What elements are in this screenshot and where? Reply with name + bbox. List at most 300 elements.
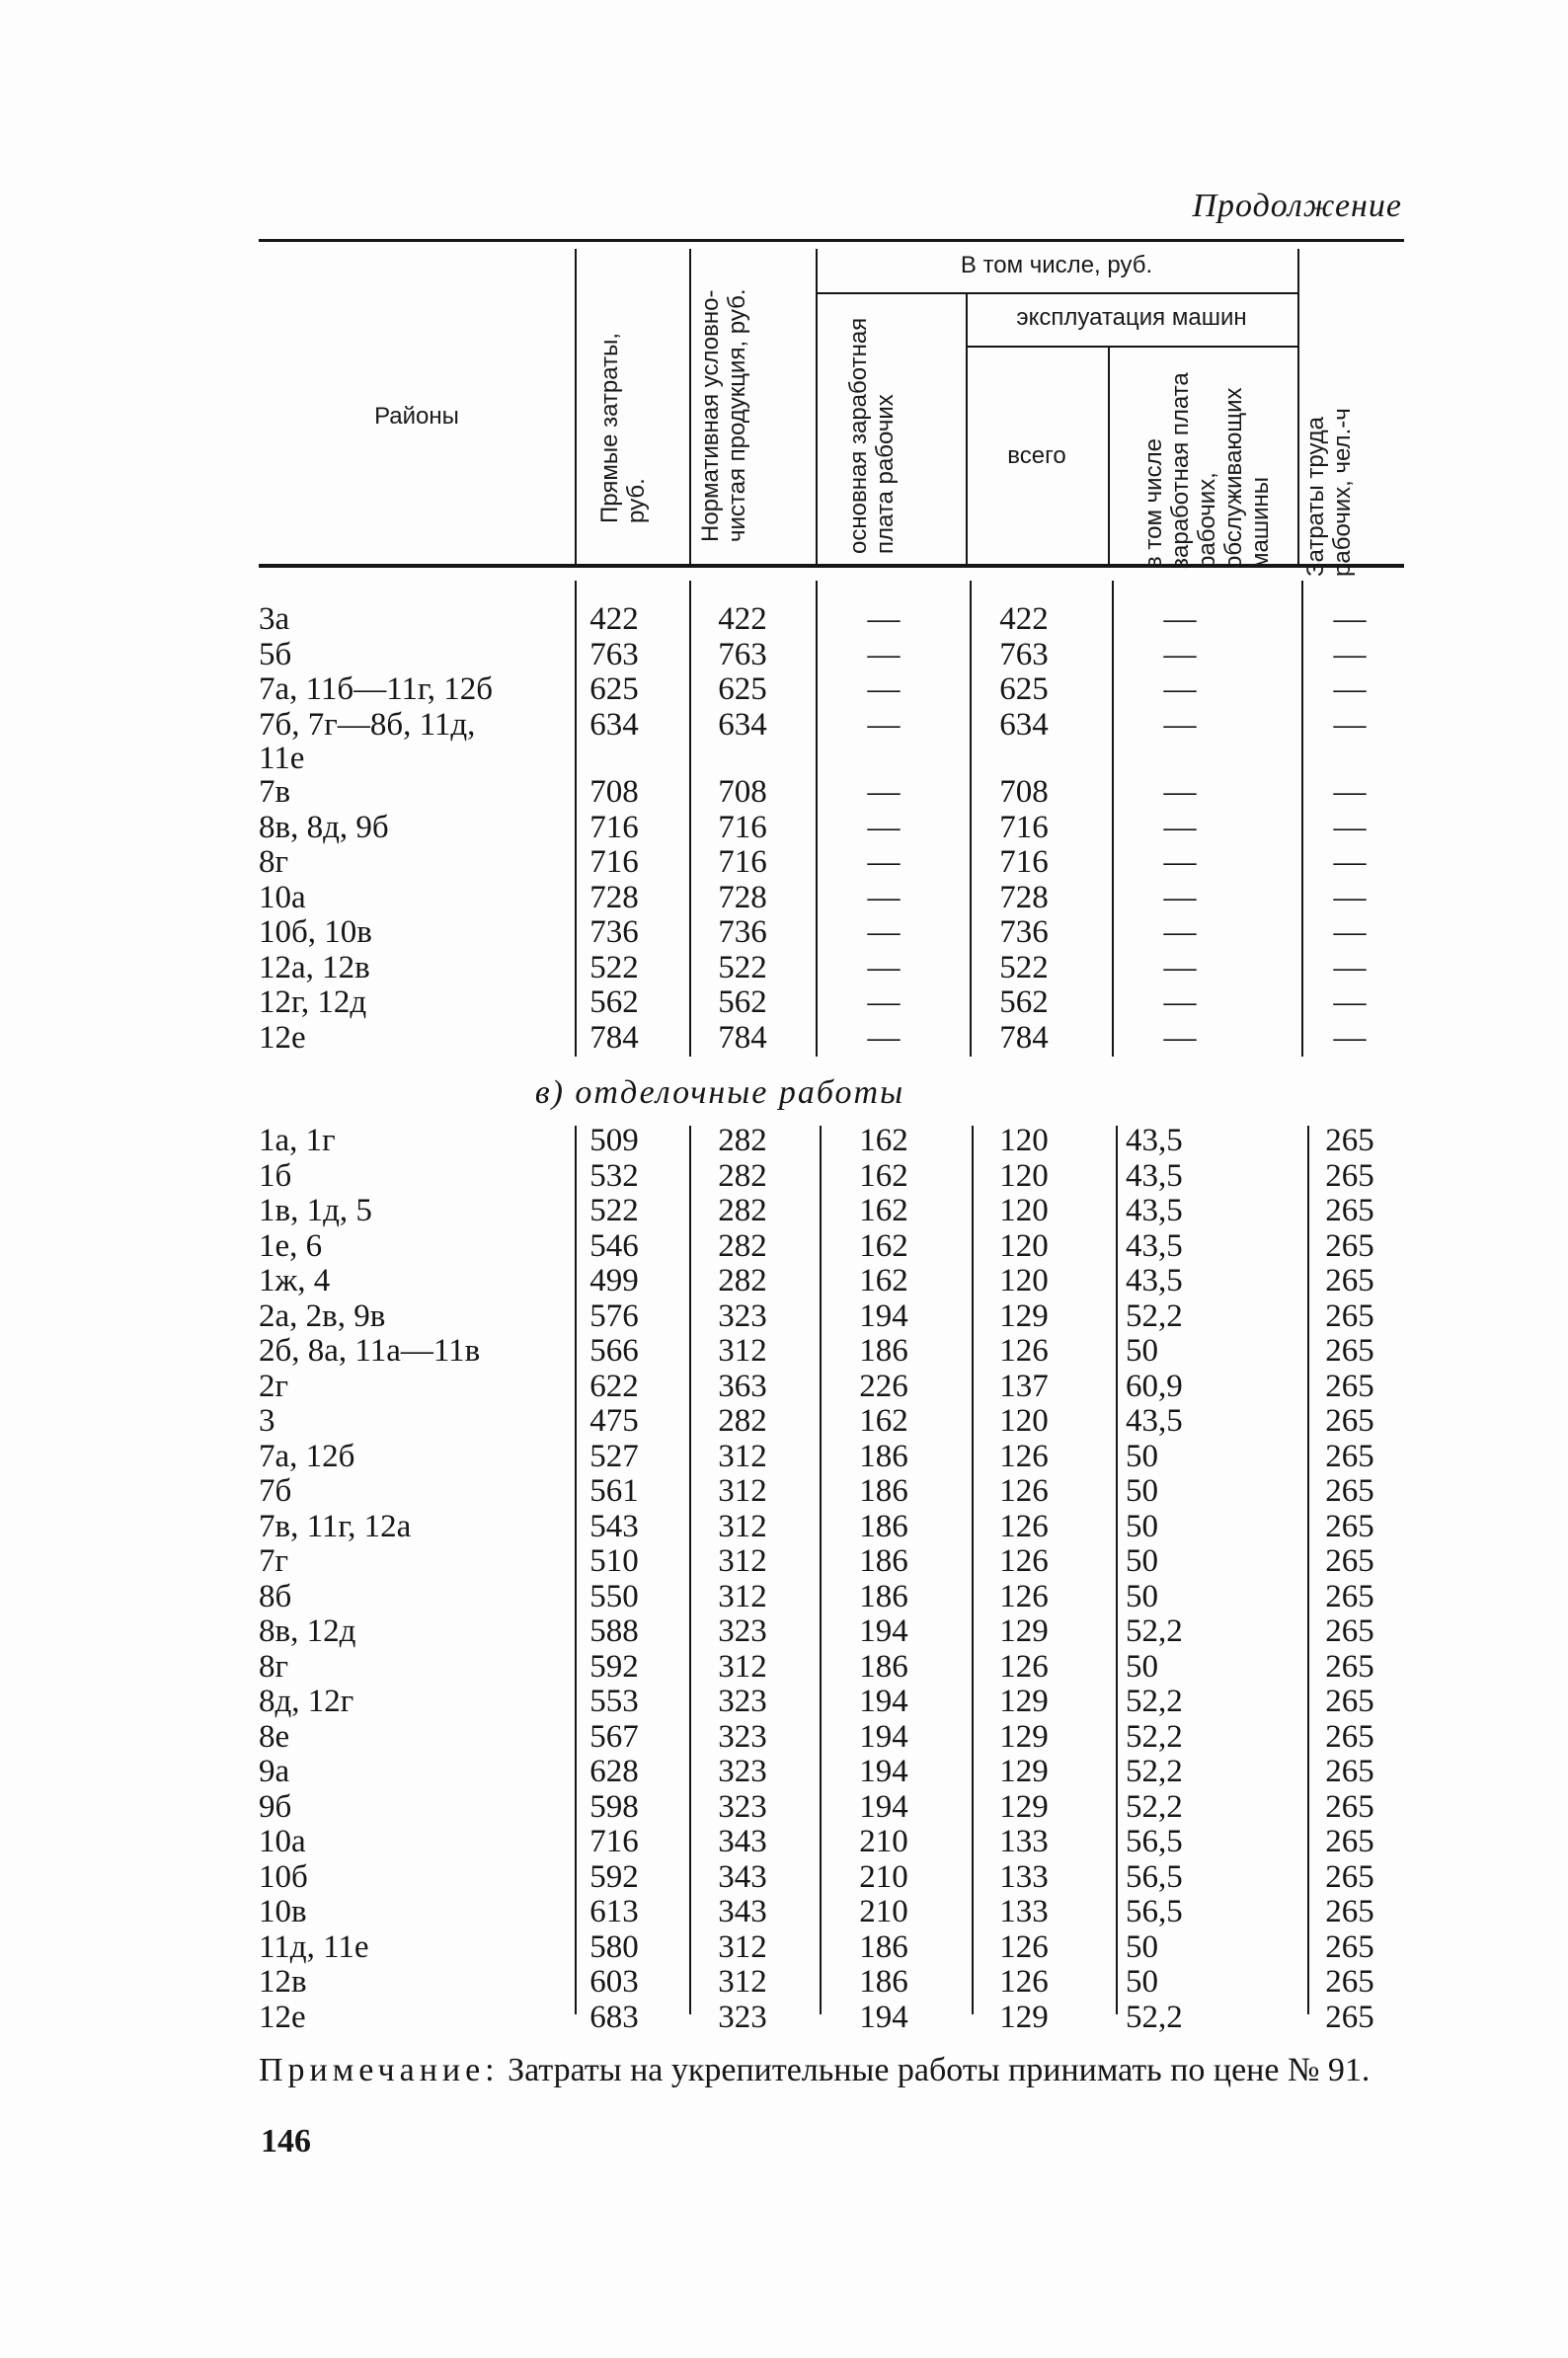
district-cell: 12е xyxy=(259,1019,306,1056)
table-row xyxy=(259,1194,1404,1229)
district-cell: 7г xyxy=(259,1543,289,1579)
direct-cell: 598 xyxy=(589,1788,639,1825)
district-cell: 5б xyxy=(259,636,292,672)
district-cell: 3 xyxy=(259,1403,275,1439)
direct-cell: 763 xyxy=(589,636,639,672)
norm-cell: 312 xyxy=(718,1333,767,1369)
table-row xyxy=(259,1124,1404,1159)
labor-cell: — xyxy=(1333,774,1367,810)
wages-cell: — xyxy=(867,809,901,845)
norm-cell: 312 xyxy=(718,1648,767,1685)
table-row xyxy=(259,638,1404,673)
table-row xyxy=(259,708,1404,744)
direct-cell: 784 xyxy=(589,1019,639,1056)
direct-cell: 576 xyxy=(589,1297,639,1334)
wages-cell: — xyxy=(867,879,901,915)
machine-wages-cell: — xyxy=(1163,844,1197,880)
machine-wages-cell: — xyxy=(1163,636,1197,672)
table-row xyxy=(259,743,1404,775)
total-cell: 126 xyxy=(999,1648,1049,1685)
norm-cell: 716 xyxy=(718,844,767,880)
total-cell: 126 xyxy=(999,1508,1049,1544)
labor-cell: 265 xyxy=(1325,1438,1374,1474)
wages-cell: 210 xyxy=(859,1824,908,1859)
direct-cell: 625 xyxy=(589,671,639,707)
machine-wages-cell: 50 xyxy=(1126,1578,1158,1614)
wages-cell: 186 xyxy=(859,1508,908,1544)
labor-cell: 265 xyxy=(1325,1263,1374,1298)
total-cell: 634 xyxy=(999,706,1049,743)
note-label: Примечание: xyxy=(259,2052,500,2088)
wages-cell: — xyxy=(867,706,901,743)
table-row xyxy=(259,1544,1404,1580)
norm-cell: 312 xyxy=(718,1508,767,1544)
direct-cell: 580 xyxy=(589,1928,639,1965)
wages-cell: — xyxy=(867,949,901,985)
wages-cell: — xyxy=(867,636,901,672)
table-row xyxy=(259,811,1404,846)
labor-cell: — xyxy=(1333,809,1367,845)
district-cell: 2б, 8а, 11а—11в xyxy=(259,1333,481,1369)
norm-cell: 522 xyxy=(718,949,767,985)
district-cell: 1е, 6 xyxy=(259,1227,323,1264)
table-row xyxy=(259,775,1404,811)
page-number: 146 xyxy=(261,2123,311,2160)
machine-wages-cell: — xyxy=(1163,706,1197,743)
district-cell: 2г xyxy=(259,1368,289,1404)
wages-cell: — xyxy=(867,1019,901,1056)
machine-wages-cell: 43,5 xyxy=(1126,1193,1183,1228)
district-cell: 1ж, 4 xyxy=(259,1263,331,1298)
table-row xyxy=(259,1334,1404,1370)
header-subrule xyxy=(816,292,1297,294)
labor-cell: 265 xyxy=(1325,1788,1374,1825)
table-row xyxy=(259,1474,1404,1510)
total-cell: 133 xyxy=(999,1858,1049,1895)
table-row xyxy=(259,1159,1404,1195)
wages-cell: 162 xyxy=(859,1193,908,1228)
continuation-label: Продолжение xyxy=(1192,188,1402,224)
norm-cell: 562 xyxy=(718,984,767,1020)
wages-cell: 194 xyxy=(859,1788,908,1825)
direct-cell: 567 xyxy=(589,1718,639,1755)
total-cell: 716 xyxy=(999,809,1049,845)
norm-cell: 343 xyxy=(718,1858,767,1895)
table-note xyxy=(259,2050,1408,2091)
table-row xyxy=(259,845,1404,881)
header-base-wages: основная заработная плата рабочих xyxy=(845,317,899,554)
machine-wages-cell: — xyxy=(1163,1019,1197,1056)
district-cell: 11е xyxy=(259,741,305,776)
norm-cell: 323 xyxy=(718,1297,767,1334)
machine-wages-cell: 52,2 xyxy=(1126,1613,1183,1649)
section-a-table xyxy=(259,602,1404,1056)
labor-cell: — xyxy=(1333,706,1367,743)
norm-cell: 422 xyxy=(718,601,767,637)
machine-wages-cell: — xyxy=(1163,671,1197,707)
machine-wages-cell: 52,2 xyxy=(1126,1788,1183,1825)
header-divider xyxy=(1108,346,1110,564)
norm-cell: 323 xyxy=(718,1999,767,2035)
norm-cell: 312 xyxy=(718,1578,767,1614)
total-cell: 133 xyxy=(999,1894,1049,1929)
machine-wages-cell: 50 xyxy=(1126,1473,1158,1509)
machine-wages-cell: 52,2 xyxy=(1126,1718,1183,1755)
machine-wages-cell: 50 xyxy=(1126,1648,1158,1685)
direct-cell: 683 xyxy=(589,1999,639,2035)
district-cell: 9а xyxy=(259,1754,290,1789)
direct-cell: 522 xyxy=(589,949,639,985)
wages-cell: 186 xyxy=(859,1928,908,1965)
wages-cell: 226 xyxy=(859,1368,908,1404)
direct-cell: 543 xyxy=(589,1508,639,1544)
labor-cell: 265 xyxy=(1325,1718,1374,1755)
table-row xyxy=(259,1965,1404,2001)
wages-cell: 186 xyxy=(859,1964,908,2000)
labor-cell: 265 xyxy=(1325,1297,1374,1334)
norm-cell: 708 xyxy=(718,774,767,810)
wages-cell: 162 xyxy=(859,1123,908,1158)
total-cell: 120 xyxy=(999,1263,1049,1298)
header-subrule xyxy=(966,346,1297,348)
wages-cell: 194 xyxy=(859,1297,908,1334)
total-cell: 120 xyxy=(999,1227,1049,1264)
header-districts: Районы xyxy=(374,403,459,430)
machine-wages-cell: 50 xyxy=(1126,1438,1158,1474)
table-row xyxy=(259,1580,1404,1615)
header-total: всего xyxy=(1007,442,1066,469)
table-row xyxy=(259,1930,1404,1966)
direct-cell: 603 xyxy=(589,1964,639,2000)
wages-cell: 194 xyxy=(859,1718,908,1755)
machine-wages-cell: 52,2 xyxy=(1126,1754,1183,1789)
labor-cell: — xyxy=(1333,949,1367,985)
labor-cell: 265 xyxy=(1325,1227,1374,1264)
norm-cell: 282 xyxy=(718,1263,767,1298)
machine-wages-cell: 50 xyxy=(1126,1964,1158,2000)
district-cell: 1б xyxy=(259,1157,292,1194)
machine-wages-cell: 43,5 xyxy=(1126,1123,1183,1158)
total-cell: 625 xyxy=(999,671,1049,707)
labor-cell: 265 xyxy=(1325,1964,1374,2000)
norm-cell: 282 xyxy=(718,1193,767,1228)
norm-cell: 625 xyxy=(718,671,767,707)
section-b-table xyxy=(259,1124,1404,2035)
section-title-text: в) отделочные работы xyxy=(534,1074,905,1111)
norm-cell: 323 xyxy=(718,1718,767,1755)
machine-wages-cell: — xyxy=(1163,774,1197,810)
table-row xyxy=(259,2001,1404,2036)
table-row xyxy=(259,1614,1404,1650)
district-cell: 8г xyxy=(259,844,289,880)
section-title xyxy=(0,1074,1568,1112)
header-labor-costs: Затраты труда рабочих, чел.-ч xyxy=(1302,408,1356,577)
machine-wages-cell: 52,2 xyxy=(1126,1684,1183,1719)
machine-wages-cell: 50 xyxy=(1126,1928,1158,1965)
machine-wages-cell: — xyxy=(1163,809,1197,845)
total-cell: 120 xyxy=(999,1123,1049,1158)
machine-wages-cell: — xyxy=(1163,601,1197,637)
norm-cell: 282 xyxy=(718,1227,767,1264)
header-divider xyxy=(1297,249,1299,564)
direct-cell: 613 xyxy=(589,1894,639,1929)
labor-cell: 265 xyxy=(1325,1754,1374,1789)
district-cell: 12а, 12в xyxy=(259,949,370,985)
machine-wages-cell: 50 xyxy=(1126,1508,1158,1544)
total-cell: 422 xyxy=(999,601,1049,637)
total-cell: 129 xyxy=(999,1754,1049,1789)
norm-cell: 323 xyxy=(718,1788,767,1825)
wages-cell: — xyxy=(867,914,901,950)
norm-cell: 312 xyxy=(718,1928,767,1965)
wages-cell: — xyxy=(867,671,901,707)
district-cell: 8в, 12д xyxy=(259,1613,356,1649)
table-row xyxy=(259,1685,1404,1720)
table-row xyxy=(259,1650,1404,1686)
total-cell: 137 xyxy=(999,1368,1049,1404)
table-row xyxy=(259,1860,1404,1896)
labor-cell: 265 xyxy=(1325,1578,1374,1614)
direct-cell: 527 xyxy=(589,1438,639,1474)
wages-cell: 194 xyxy=(859,1613,908,1649)
district-cell: 10в xyxy=(259,1894,307,1929)
district-cell: 7б xyxy=(259,1473,292,1509)
table-row xyxy=(259,1790,1404,1826)
direct-cell: 546 xyxy=(589,1227,639,1264)
machine-wages-cell: — xyxy=(1163,949,1197,985)
table-row xyxy=(259,1755,1404,1790)
total-cell: 129 xyxy=(999,1297,1049,1334)
total-cell: 129 xyxy=(999,1999,1049,2035)
wages-cell: 210 xyxy=(859,1858,908,1895)
norm-cell: 728 xyxy=(718,879,767,915)
direct-cell: 728 xyxy=(589,879,639,915)
machine-wages-cell: 60,9 xyxy=(1126,1368,1183,1404)
machine-wages-cell: 56,5 xyxy=(1126,1894,1183,1929)
direct-cell: 532 xyxy=(589,1157,639,1194)
table-row xyxy=(259,985,1404,1021)
wages-cell: 210 xyxy=(859,1894,908,1929)
labor-cell: 265 xyxy=(1325,1368,1374,1404)
direct-cell: 716 xyxy=(589,1824,639,1859)
total-cell: 763 xyxy=(999,636,1049,672)
direct-cell: 510 xyxy=(589,1543,639,1579)
norm-cell: 763 xyxy=(718,636,767,672)
district-cell: 10б, 10в xyxy=(259,914,372,950)
table-row xyxy=(259,1264,1404,1299)
machine-wages-cell: 43,5 xyxy=(1126,1263,1183,1298)
district-cell: 12г, 12д xyxy=(259,984,367,1020)
machine-wages-cell: 56,5 xyxy=(1126,1858,1183,1895)
machine-wages-cell: 52,2 xyxy=(1126,1297,1183,1334)
direct-cell: 592 xyxy=(589,1648,639,1685)
district-cell: 7в xyxy=(259,774,291,810)
direct-cell: 561 xyxy=(589,1473,639,1509)
district-cell: 8в, 8д, 9б xyxy=(259,809,389,845)
labor-cell: 265 xyxy=(1325,1193,1374,1228)
direct-cell: 716 xyxy=(589,809,639,845)
direct-cell: 422 xyxy=(589,601,639,637)
district-cell: 2а, 2в, 9в xyxy=(259,1297,386,1334)
norm-cell: 282 xyxy=(718,1403,767,1439)
total-cell: 120 xyxy=(999,1193,1049,1228)
total-cell: 133 xyxy=(999,1824,1049,1859)
district-cell: 12в xyxy=(259,1964,307,2000)
wages-cell: 162 xyxy=(859,1403,908,1439)
total-cell: 126 xyxy=(999,1964,1049,2000)
total-cell: 126 xyxy=(999,1578,1049,1614)
header-divider xyxy=(689,249,691,564)
total-cell: 126 xyxy=(999,1333,1049,1369)
labor-cell: — xyxy=(1333,984,1367,1020)
labor-cell: — xyxy=(1333,879,1367,915)
wages-cell: 194 xyxy=(859,1754,908,1789)
total-cell: 126 xyxy=(999,1928,1049,1965)
labor-cell: 265 xyxy=(1325,1473,1374,1509)
norm-cell: 736 xyxy=(718,914,767,950)
norm-cell: 343 xyxy=(718,1824,767,1859)
wages-cell: 186 xyxy=(859,1543,908,1579)
table-row xyxy=(259,1299,1404,1335)
norm-cell: 312 xyxy=(718,1543,767,1579)
machine-wages-cell: — xyxy=(1163,984,1197,1020)
header-divider xyxy=(816,249,818,564)
district-cell: 7б, 7г—8б, 11д, xyxy=(259,706,476,743)
wages-cell: 162 xyxy=(859,1227,908,1264)
wages-cell: 162 xyxy=(859,1157,908,1194)
district-cell: 10а xyxy=(259,1824,306,1859)
wages-cell: 186 xyxy=(859,1473,908,1509)
direct-cell: 509 xyxy=(589,1123,639,1158)
direct-cell: 566 xyxy=(589,1333,639,1369)
labor-cell: 265 xyxy=(1325,1333,1374,1369)
labor-cell: — xyxy=(1333,844,1367,880)
machine-wages-cell: 56,5 xyxy=(1126,1824,1183,1859)
norm-cell: 343 xyxy=(718,1894,767,1929)
labor-cell: 265 xyxy=(1325,1648,1374,1685)
labor-cell: 265 xyxy=(1325,1508,1374,1544)
norm-cell: 323 xyxy=(718,1613,767,1649)
wages-cell: — xyxy=(867,774,901,810)
total-cell: 728 xyxy=(999,879,1049,915)
machine-wages-cell: 50 xyxy=(1126,1543,1158,1579)
norm-cell: 716 xyxy=(718,809,767,845)
norm-cell: 282 xyxy=(718,1157,767,1194)
machine-wages-cell: 43,5 xyxy=(1126,1157,1183,1194)
district-cell: 8б xyxy=(259,1578,292,1614)
total-cell: 129 xyxy=(999,1684,1049,1719)
direct-cell: 592 xyxy=(589,1858,639,1895)
table-row xyxy=(259,1720,1404,1756)
total-cell: 562 xyxy=(999,984,1049,1020)
direct-cell: 634 xyxy=(589,706,639,743)
table-top-rule xyxy=(259,239,1404,242)
wages-cell: — xyxy=(867,844,901,880)
wages-cell: 162 xyxy=(859,1263,908,1298)
total-cell: 736 xyxy=(999,914,1049,950)
labor-cell: 265 xyxy=(1325,1684,1374,1719)
wages-cell: 194 xyxy=(859,1684,908,1719)
table-row xyxy=(259,602,1404,638)
total-cell: 129 xyxy=(999,1613,1049,1649)
labor-cell: — xyxy=(1333,636,1367,672)
norm-cell: 312 xyxy=(718,1438,767,1474)
labor-cell: 265 xyxy=(1325,1613,1374,1649)
labor-cell: 265 xyxy=(1325,1894,1374,1929)
table-row xyxy=(259,951,1404,986)
district-cell: 9б xyxy=(259,1788,292,1825)
table-row xyxy=(259,1510,1404,1545)
total-cell: 708 xyxy=(999,774,1049,810)
table-row xyxy=(259,1895,1404,1930)
norm-cell: 312 xyxy=(718,1473,767,1509)
norm-cell: 323 xyxy=(718,1754,767,1789)
header-including-group: В том числе, руб. xyxy=(960,252,1153,278)
district-cell: 1в, 1д, 5 xyxy=(259,1193,372,1228)
machine-wages-cell: 52,2 xyxy=(1126,1999,1183,2035)
machine-wages-cell: 50 xyxy=(1126,1333,1158,1369)
header-divider xyxy=(966,294,968,564)
wages-cell: 186 xyxy=(859,1438,908,1474)
labor-cell: 265 xyxy=(1325,1123,1374,1158)
norm-cell: 634 xyxy=(718,706,767,743)
total-cell: 522 xyxy=(999,949,1049,985)
labor-cell: — xyxy=(1333,671,1367,707)
wages-cell: 186 xyxy=(859,1648,908,1685)
header-incl-wages-machine: в том числе заработная плата рабочих, обслуживающих машины xyxy=(1140,372,1274,569)
district-cell: 10а xyxy=(259,879,306,915)
norm-cell: 323 xyxy=(718,1684,767,1719)
header-normative-output: Нормативная условно-чистая продукция, руб. xyxy=(697,288,750,542)
header-direct-costs: Прямые затраты, руб. xyxy=(596,333,650,523)
direct-cell: 708 xyxy=(589,774,639,810)
machine-wages-cell: 43,5 xyxy=(1126,1403,1183,1439)
total-cell: 129 xyxy=(999,1788,1049,1825)
total-cell: 716 xyxy=(999,844,1049,880)
labor-cell: 265 xyxy=(1325,1543,1374,1579)
direct-cell: 622 xyxy=(589,1368,639,1404)
district-cell: 10б xyxy=(259,1858,308,1895)
table-row xyxy=(259,1229,1404,1265)
direct-cell: 475 xyxy=(589,1403,639,1439)
note-text: Затраты на укрепительные работы принимать по цене № 91. xyxy=(508,2052,1371,2088)
direct-cell: 562 xyxy=(589,984,639,1020)
district-cell: 8г xyxy=(259,1648,289,1685)
total-cell: 126 xyxy=(999,1473,1049,1509)
machine-wages-cell: 43,5 xyxy=(1126,1227,1183,1264)
direct-cell: 628 xyxy=(589,1754,639,1789)
district-cell: 1а, 1г xyxy=(259,1123,336,1158)
direct-cell: 716 xyxy=(589,844,639,880)
wages-cell: — xyxy=(867,601,901,637)
table-row xyxy=(259,1021,1404,1057)
total-cell: 120 xyxy=(999,1157,1049,1194)
total-cell: 120 xyxy=(999,1403,1049,1439)
district-cell: 7а, 12б xyxy=(259,1438,355,1474)
norm-cell: 312 xyxy=(718,1964,767,2000)
table-row xyxy=(259,1370,1404,1405)
norm-cell: 784 xyxy=(718,1019,767,1056)
wages-cell: 186 xyxy=(859,1578,908,1614)
table-row xyxy=(259,1440,1404,1475)
total-cell: 129 xyxy=(999,1718,1049,1755)
table-row xyxy=(259,881,1404,916)
direct-cell: 499 xyxy=(589,1263,639,1298)
machine-wages-cell: — xyxy=(1163,879,1197,915)
wages-cell: 186 xyxy=(859,1333,908,1369)
labor-cell: — xyxy=(1333,601,1367,637)
wages-cell: — xyxy=(867,984,901,1020)
